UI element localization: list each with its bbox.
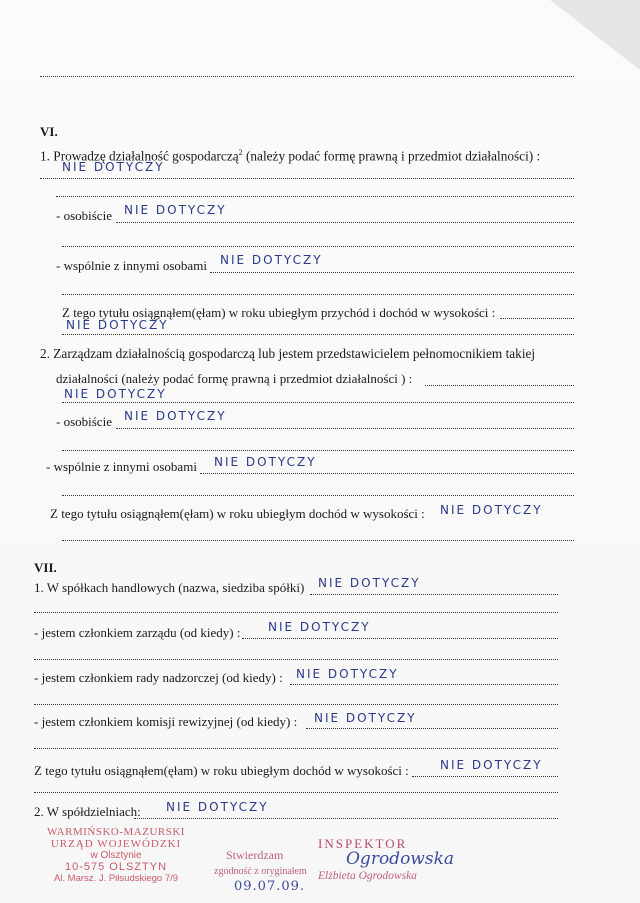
dotted-line	[500, 318, 574, 319]
jointly-label: - wspólnie z innymi osobami	[56, 258, 207, 273]
answer-audit: NIE DOTYCZY	[314, 711, 417, 725]
dotted-line	[56, 196, 574, 197]
answer-income: NIE DOTYCZY	[66, 318, 169, 332]
dotted-line	[40, 76, 574, 77]
jointly2-label: - wspólnie z innymi osobami	[46, 459, 197, 474]
answer-income2: NIE DOTYCZY	[440, 503, 543, 517]
dotted-line	[116, 428, 574, 429]
footnote-marker: 2	[238, 148, 243, 157]
personally2-label: - osobiście	[56, 414, 112, 429]
inspector-name: Elżbieta Ogrodowska	[318, 870, 417, 882]
personally-label: - osobiście	[56, 208, 112, 223]
dotted-line	[62, 495, 574, 496]
certify-stamp-line2: zgodność z oryginałem	[214, 866, 307, 877]
dotted-line	[200, 473, 574, 474]
dotted-line	[210, 272, 574, 273]
office-stamp-line1: WARMIŃSKO-MAZURSKI	[47, 826, 185, 838]
dotted-line	[290, 684, 558, 685]
office-stamp-line5: Al. Marsz. J. Piłsudskiego 7/9	[53, 873, 179, 884]
dotted-line	[306, 728, 558, 729]
certify-stamp-line1: Stwierdzam	[226, 848, 284, 862]
office-stamp-line2: URZĄD WOJEWÓDZKI	[50, 838, 182, 850]
dotted-line	[40, 178, 574, 179]
answer-companies: NIE DOTYCZY	[318, 576, 421, 590]
answer-jointly: NIE DOTYCZY	[220, 253, 323, 267]
board-label: - jestem członkiem zarządu (od kiedy) :	[34, 625, 241, 640]
inspector-title: INSPEKTOR	[318, 836, 408, 851]
dotted-line	[34, 792, 558, 793]
inspector-signature: Ogrodowska	[346, 849, 455, 869]
item2-text-line1: 2. Zarządzam działalnością gospodarczą lub jestem przedstawicielem pełnomocnikiem takiej	[40, 346, 536, 361]
item2-text-line2: działalności (należy podać formę prawną i przedmiot działalności ) :	[56, 371, 413, 386]
section-vi-heading: VI.	[40, 124, 58, 139]
answer-personally: NIE DOTYCZY	[124, 203, 227, 217]
dotted-line	[34, 704, 558, 705]
supervisory-label: - jestem członkiem rady nadzorczej (od kiedy) :	[34, 670, 283, 685]
dotted-line	[34, 612, 558, 613]
dotted-line	[34, 659, 558, 660]
income-label: Z tego tytułu osiągnąłem(ęłam) w roku ubiegłym przychód i dochód w wysokości :	[62, 305, 496, 320]
dotted-line	[310, 594, 558, 595]
dotted-line	[412, 776, 558, 777]
answer-supervisory: NIE DOTYCZY	[296, 667, 399, 681]
office-stamp-line3: w Olsztynie	[90, 850, 142, 861]
dotted-line	[62, 450, 574, 451]
section-vi-item1-prefix: 1. Prowadzę działalność gospodarczą	[40, 148, 239, 164]
answer-personally2: NIE DOTYCZY	[124, 409, 227, 423]
vii-income-label: Z tego tytułu osiągnąłem(ęłam) w roku ubiegłym dochód w wysokości :	[34, 763, 409, 778]
dotted-line	[62, 294, 574, 295]
section-vii-heading: VII.	[34, 560, 57, 575]
answer-management: NIE DOTYCZY	[64, 387, 167, 401]
coop-label: 2. W spółdzielniach:	[34, 804, 141, 819]
answer-business-activity: NIE DOTYCZY	[62, 160, 165, 174]
dotted-line	[62, 402, 574, 403]
answer-coop: NIE DOTYCZY	[166, 800, 269, 814]
answer-jointly2: NIE DOTYCZY	[214, 455, 317, 469]
vii-item1-label: 1. W spółkach handlowych (nazwa, siedziba spółki)	[34, 580, 305, 595]
dotted-line	[242, 638, 558, 639]
dotted-line	[116, 222, 574, 223]
certify-date: 09.07.09.	[234, 879, 306, 894]
audit-label: - jestem członkiem komisji rewizyjnej (od kiedy) :	[34, 714, 298, 729]
answer-vii-income: NIE DOTYCZY	[440, 758, 543, 772]
dotted-line	[34, 748, 558, 749]
income2-label: Z tego tytułu osiągnąłem(ęłam) w roku ubiegłym dochód w wysokości :	[50, 506, 425, 521]
page-corner-fold	[550, 0, 640, 70]
dotted-line	[62, 334, 574, 335]
section-vi-item1-suffix: (należy podać formę prawną i przedmiot działalności) :	[242, 148, 541, 164]
dotted-line	[62, 246, 574, 247]
office-stamp-line4: 10-575 OLSZTYN	[64, 861, 168, 873]
office-stamp	[36, 826, 196, 884]
dotted-line	[134, 818, 558, 819]
dotted-line	[62, 540, 574, 541]
dotted-line	[425, 385, 574, 386]
answer-board: NIE DOTYCZY	[268, 620, 371, 634]
